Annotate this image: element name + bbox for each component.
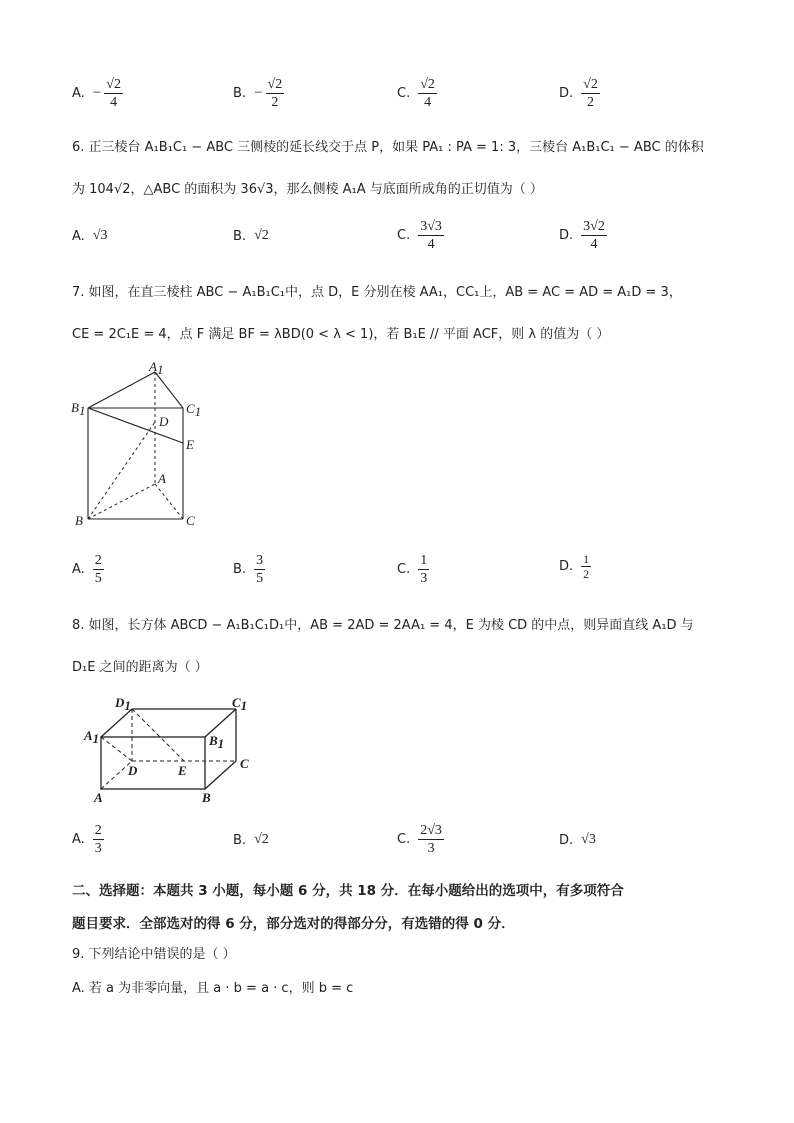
option-label: C. — [397, 562, 411, 577]
option-label: A. — [72, 832, 85, 847]
q5-option-c[interactable] — [397, 76, 437, 111]
option-label: D. — [559, 832, 574, 848]
fraction-denominator: 2 — [587, 95, 594, 110]
option-fraction — [254, 552, 265, 587]
fraction-denominator: 3 — [420, 571, 428, 586]
label-b: B — [75, 513, 83, 528]
option-label: B. — [233, 86, 247, 101]
fraction-numerator: √2 — [106, 77, 121, 92]
label-b: B — [202, 790, 211, 805]
label-d: D — [128, 763, 138, 778]
option-sign: − — [254, 85, 263, 101]
option-value: √2 — [254, 228, 269, 243]
option-value: √3 — [92, 228, 108, 243]
option-label: D. — [559, 228, 574, 243]
option-fraction — [418, 822, 444, 857]
fraction-denominator: 5 — [94, 571, 102, 586]
q6-option-b[interactable] — [233, 228, 269, 244]
fraction-denominator: 5 — [256, 571, 264, 586]
option-value: √3 — [581, 832, 596, 847]
fraction-numerator: √2 — [420, 77, 435, 92]
q6-option-a[interactable] — [72, 228, 107, 244]
option-label: D. — [559, 86, 574, 101]
fraction-denominator: 3 — [94, 841, 102, 856]
q7-option-d[interactable] — [559, 552, 591, 581]
section2-heading-line2: 题目要求．全部选对的得 6 分，部分选对的得部分分，有选错的得 0 分． — [72, 916, 515, 932]
fraction-denominator: 2 — [271, 95, 279, 110]
option-fraction — [104, 76, 123, 111]
option-label: A. — [72, 86, 85, 101]
fraction-numerator: √2 — [267, 77, 283, 92]
q8-option-d[interactable] — [559, 832, 596, 848]
fraction-numerator: 1 — [420, 553, 428, 568]
section2-heading-line1: 二、选择题：本题共 3 小题，每小题 6 分，共 18 分．在每小题给出的选项中，有多项符合 — [72, 883, 624, 899]
option-label: A. — [72, 228, 85, 244]
fraction-numerator: 3√2 — [583, 219, 605, 234]
option-label: B. — [233, 228, 247, 244]
label-a1: A1 — [84, 728, 100, 746]
q8-stem-line2: D₁E 之间的距离为（ ） — [72, 660, 208, 675]
fraction-numerator: √2 — [583, 77, 598, 92]
q6-stem-line2: 为 104√2，△ABC 的面积为 36√3，那么侧棱 A₁A 与底面所成角的正切值为（ ） — [72, 182, 543, 197]
q8-stem-line1: 8. 如图，长方体 ABCD − A₁B₁C₁D₁中，AB = 2AD = 2AA₁ = 4，E 为棱 CD 的中点，则异面直线 A₁D 与 — [72, 618, 694, 633]
fraction-denominator: 4 — [424, 95, 432, 110]
q8-cuboid-figure — [80, 690, 260, 810]
q6-stem-line1: 6. 正三棱台 A₁B₁C₁ − ABC 三侧棱的延长线交于点 P，如果 PA₁ : PA = 1: 3，三棱台 A₁B₁C₁ − ABC 的体积 — [72, 140, 704, 155]
option-fraction — [581, 552, 591, 581]
option-fraction — [266, 76, 285, 111]
fraction-numerator: 3√3 — [420, 219, 442, 234]
q6-option-d[interactable] — [559, 218, 607, 253]
q5-option-a[interactable] — [72, 76, 123, 111]
q7-stem-line1: 7. 如图，在直三棱柱 ABC − A₁B₁C₁中，点 D，E 分别在棱 AA₁，CC₁上，AB = AC = AD = A₁D = 3， — [72, 285, 682, 300]
fraction-denominator: 4 — [110, 95, 118, 110]
option-fraction — [581, 76, 600, 111]
label-e: E — [178, 763, 187, 778]
option-label: C. — [397, 86, 411, 101]
label-d: D — [159, 414, 169, 429]
q7-option-b[interactable] — [233, 552, 265, 587]
option-label: B. — [233, 832, 247, 848]
option-fraction — [418, 218, 444, 253]
label-a: A — [158, 471, 166, 486]
option-value: √2 — [254, 832, 269, 847]
fraction-numerator: 3 — [256, 553, 264, 568]
label-c: C — [240, 756, 249, 771]
option-fraction — [418, 76, 437, 111]
fraction-denominator: 4 — [427, 237, 435, 252]
option-sign: − — [92, 85, 102, 101]
q7-option-c[interactable] — [397, 552, 429, 587]
q7-prism-figure — [66, 355, 216, 535]
q5-option-d[interactable] — [559, 76, 600, 111]
label-a1: A1 — [149, 359, 164, 377]
q9-option-a[interactable]: A. 若 a 为非零向量，且 a · b = a · c，则 b = c — [72, 981, 354, 996]
q8-option-a[interactable] — [72, 822, 104, 857]
fraction-denominator: 4 — [590, 237, 598, 252]
fraction-numerator: 2 — [94, 823, 102, 838]
label-e: E — [186, 437, 194, 452]
q8-option-b[interactable] — [233, 832, 269, 848]
fraction-denominator: 3 — [427, 841, 435, 856]
q9-stem: 9. 下列结论中错误的是（ ） — [72, 947, 236, 962]
option-fraction — [581, 218, 607, 253]
label-b1: B1 — [71, 400, 86, 418]
q8-option-c[interactable] — [397, 822, 444, 857]
fraction-numerator: 2√3 — [420, 823, 442, 838]
option-label: C. — [397, 228, 411, 243]
option-label: C. — [397, 832, 411, 847]
option-label: A. — [72, 562, 85, 577]
label-b1: B1 — [209, 733, 225, 751]
option-fraction — [418, 552, 429, 587]
label-c1: C1 — [232, 695, 248, 713]
fraction-numerator: 2 — [94, 553, 102, 568]
option-fraction — [93, 552, 104, 587]
option-label: D. — [559, 559, 574, 574]
fraction-numerator: 1 — [583, 552, 590, 566]
fraction-denominator: 2 — [583, 567, 590, 581]
option-fraction — [93, 822, 104, 857]
q7-stem-line2: CE = 2C₁E = 4，点 F 满足 BF = λBD(0 < λ < 1)，若 B₁E // 平面 ACF，则 λ 的值为（ ） — [72, 327, 610, 342]
label-c1: C1 — [186, 401, 202, 419]
label-a: A — [94, 790, 103, 805]
label-d1: D1 — [115, 695, 131, 713]
q7-option-a[interactable] — [72, 552, 104, 587]
q6-option-c[interactable] — [397, 218, 444, 253]
q5-option-b[interactable] — [233, 76, 284, 111]
label-c: C — [186, 513, 195, 528]
option-label: B. — [233, 562, 247, 577]
